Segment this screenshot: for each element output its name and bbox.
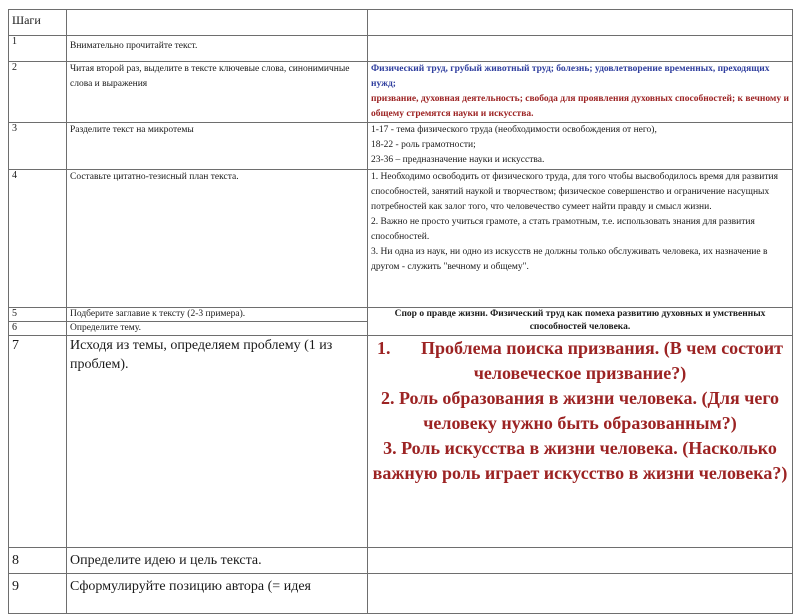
step-task: Сформулируйте позицию автора (= идея (67, 574, 368, 614)
step-number: 4 (9, 170, 67, 308)
title-answer: Спор о правде жизни. Физический труд как помеха развитию духовных и умственных способностей человека. (368, 308, 793, 336)
problem-text: Проблема поиска призвания. (В чем состоит человеческое призвание?) (420, 338, 783, 383)
header-empty-cell (368, 10, 793, 36)
microtheme-line: 1-17 - тема физического труда (необходимости освобождения от него), (371, 125, 657, 135)
microtheme-line: 18-22 - роль грамотности; (371, 140, 476, 150)
table-row (9, 336, 793, 548)
problem-item (371, 386, 789, 436)
step-task: Определите идею и цель текста. (67, 548, 368, 574)
step-answer (368, 574, 793, 614)
step-number: 3 (9, 123, 67, 170)
microtheme-line: 23-36 – предназначение науки и искусства. (371, 155, 545, 165)
plan-point: 2. Важно не просто учиться грамоте, а стать грамотным, т.е. использовать знания для развития способностей. (371, 217, 755, 242)
step-task: Определите тему. (67, 322, 368, 336)
problem-item (371, 436, 789, 486)
step-number: 6 (9, 322, 67, 336)
table-row (9, 548, 793, 574)
keywords-blue: Физический труд, грубый животный труд; болезнь; удовлетворение временных, преходящих нужд; (371, 64, 770, 89)
problems-cell (368, 336, 793, 548)
step-task: Исходя из темы, определяем проблему (1 из проблем). (67, 336, 368, 548)
step-number: 1 (9, 36, 67, 62)
step-number: 9 (9, 574, 67, 614)
step-answer (368, 548, 793, 574)
table-row (9, 36, 793, 62)
keywords-red: призвание, духовная деятельность; свобода для проявления духовных способностей; к вечному и общему стремятся науки и искусства. (371, 94, 789, 119)
step-number: 2 (9, 62, 67, 123)
header-cell: Шаги (9, 10, 67, 36)
step-number: 8 (9, 548, 67, 574)
step-answer (368, 170, 793, 308)
table-row (9, 574, 793, 614)
step-task: Подберите заглавие к тексту (2-3 примера). (67, 308, 368, 322)
problem-item (371, 336, 789, 386)
step-answer (368, 123, 793, 170)
step-task: Читая второй раз, выделите в тексте ключевые слова, синонимичные слова и выражения (67, 62, 368, 123)
table-row (9, 62, 793, 123)
list-marker: 1. (376, 338, 391, 358)
step-task: Разделите текст на микротемы (67, 123, 368, 170)
problems-list (371, 336, 789, 486)
table-header-row (9, 10, 793, 36)
header-empty-cell (67, 10, 368, 36)
table-row (9, 170, 793, 308)
step-number: 5 (9, 308, 67, 322)
plan-point: 3. Ни одна из наук, ни одно из искусств не должны только обслуживать человека, их назначение в другом - служить "вечному и общему". (371, 247, 768, 272)
step-answer (368, 62, 793, 123)
step-task: Внимательно прочитайте текст. (67, 36, 368, 62)
problem-text: 3. Роль искусства в жизни человека. (Насколько важную роль играет искусство в жизни человека?) (372, 438, 788, 483)
table-row (9, 308, 793, 322)
step-task: Составьте цитатно-тезисный план текста. (67, 170, 368, 308)
plan-point: 1. Необходимо освободить от физического труда, для того чтобы высвободилось время для развития способностей, занятий наукой и творчеством; физическое совершенство и ограничение насущных потребностей как залог того, что человечество сумеет найти правду и смысл жизни. (371, 172, 778, 212)
table-row (9, 123, 793, 170)
step-number: 7 (9, 336, 67, 548)
step-answer (368, 36, 793, 62)
problem-text: 2. Роль образования в жизни человека. (Для чего человеку нужно быть образованным?) (380, 388, 780, 433)
steps-table (8, 9, 793, 614)
